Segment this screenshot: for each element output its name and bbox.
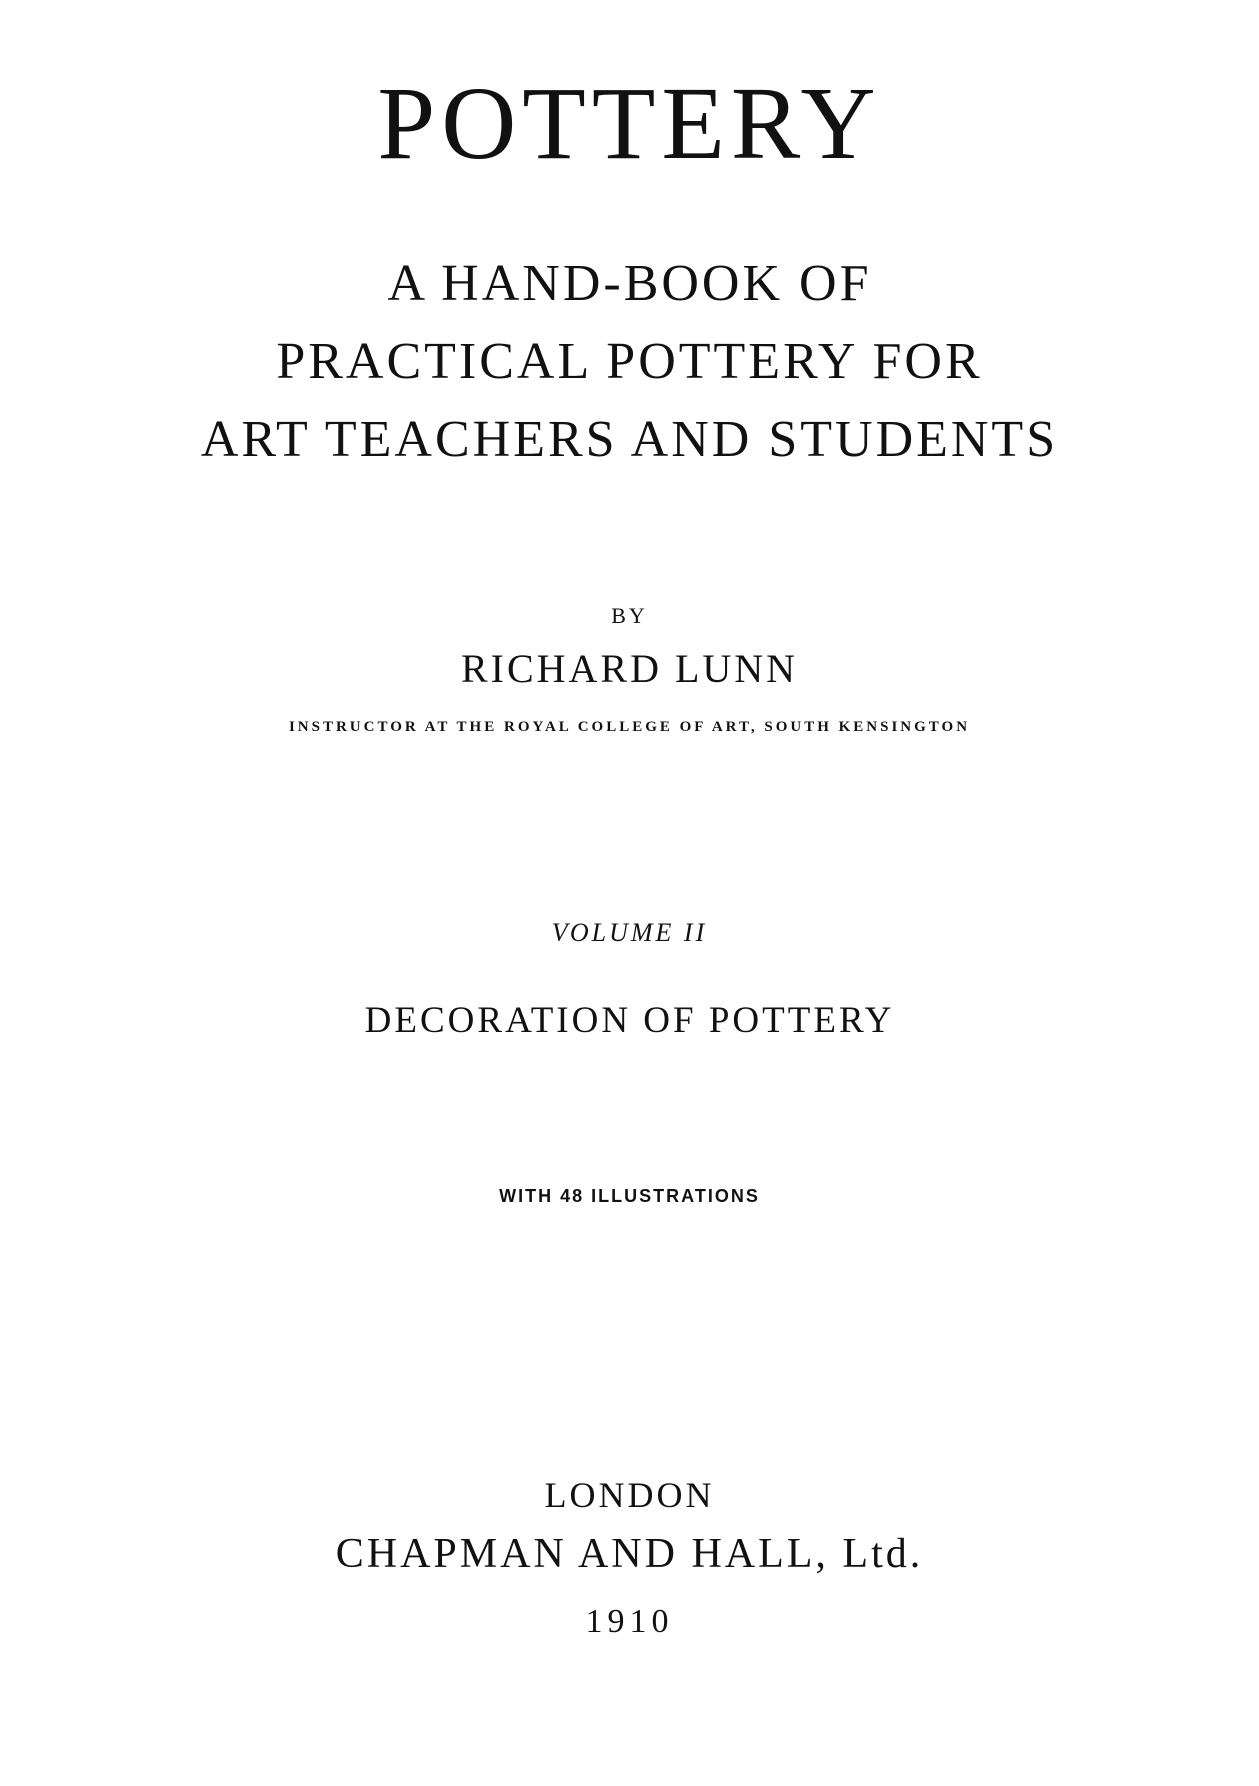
imprint-publisher: CHAPMAN AND HALL, Ltd. — [335, 1531, 924, 1577]
subtitle-line-3: ART TEACHERS AND STUDENTS — [200, 411, 1059, 468]
volume-title: DECORATION OF POTTERY — [364, 1000, 895, 1041]
illustrations-note: WITH 48 ILLUSTRATIONS — [499, 1186, 760, 1206]
book-title: POTTERY — [377, 66, 882, 181]
by-label: BY — [611, 603, 648, 628]
volume-label: VOLUME II — [551, 918, 708, 947]
imprint-city: LONDON — [544, 1475, 715, 1515]
imprint-year: 1910 — [585, 1603, 674, 1640]
author-affiliation: INSTRUCTOR AT THE ROYAL COLLEGE OF ART, SOUTH KENSINGTON — [288, 719, 971, 735]
author-name: RICHARD LUNN — [460, 646, 799, 691]
subtitle-line-2: PRACTICAL POTTERY FOR — [276, 333, 983, 390]
subtitle-line-1: A HAND-BOOK OF — [387, 255, 872, 312]
